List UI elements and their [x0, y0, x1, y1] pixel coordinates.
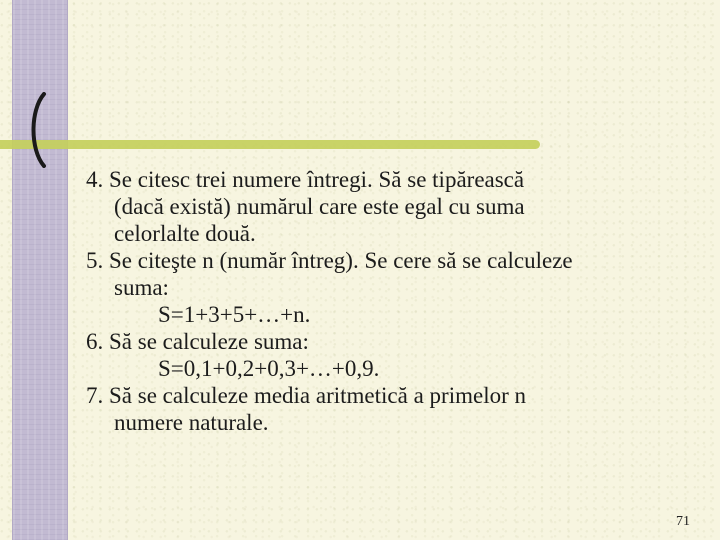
page-number: 71 [676, 514, 690, 529]
exercise-item-4 [86, 166, 696, 247]
exercise-4-line-2: (dacă există) numărul care este egal cu suma [114, 194, 525, 219]
exercise-4-line-1: 4. Se citesc trei numere întregi. Să se tipărească [86, 167, 525, 192]
exercise-7-line-2: numere naturale. [114, 410, 269, 435]
bracket-icon [22, 92, 52, 168]
exercise-4-line-3: celorlalte două. [114, 221, 256, 246]
exercise-5-line-2: suma: [114, 275, 169, 300]
exercise-item-7 [86, 382, 696, 436]
decorative-accent-line [0, 140, 540, 149]
decorative-side-band [12, 0, 68, 540]
exercise-item-6 [86, 328, 696, 382]
exercise-5-line-1: 5. Se citeşte n (număr întreg). Se cere să se calculeze [86, 248, 573, 273]
exercise-item-5 [86, 247, 696, 328]
exercise-5-formula: S=1+3+5+…+n. [158, 302, 311, 327]
exercise-6-formula: S=0,1+0,2+0,3+…+0,9. [158, 356, 380, 381]
exercise-6-line-1: 6. Să se calculeze suma: [86, 329, 309, 354]
exercise-list [86, 166, 696, 436]
exercise-7-line-1: 7. Să se calculeze media aritmetică a primelor n [86, 383, 526, 408]
